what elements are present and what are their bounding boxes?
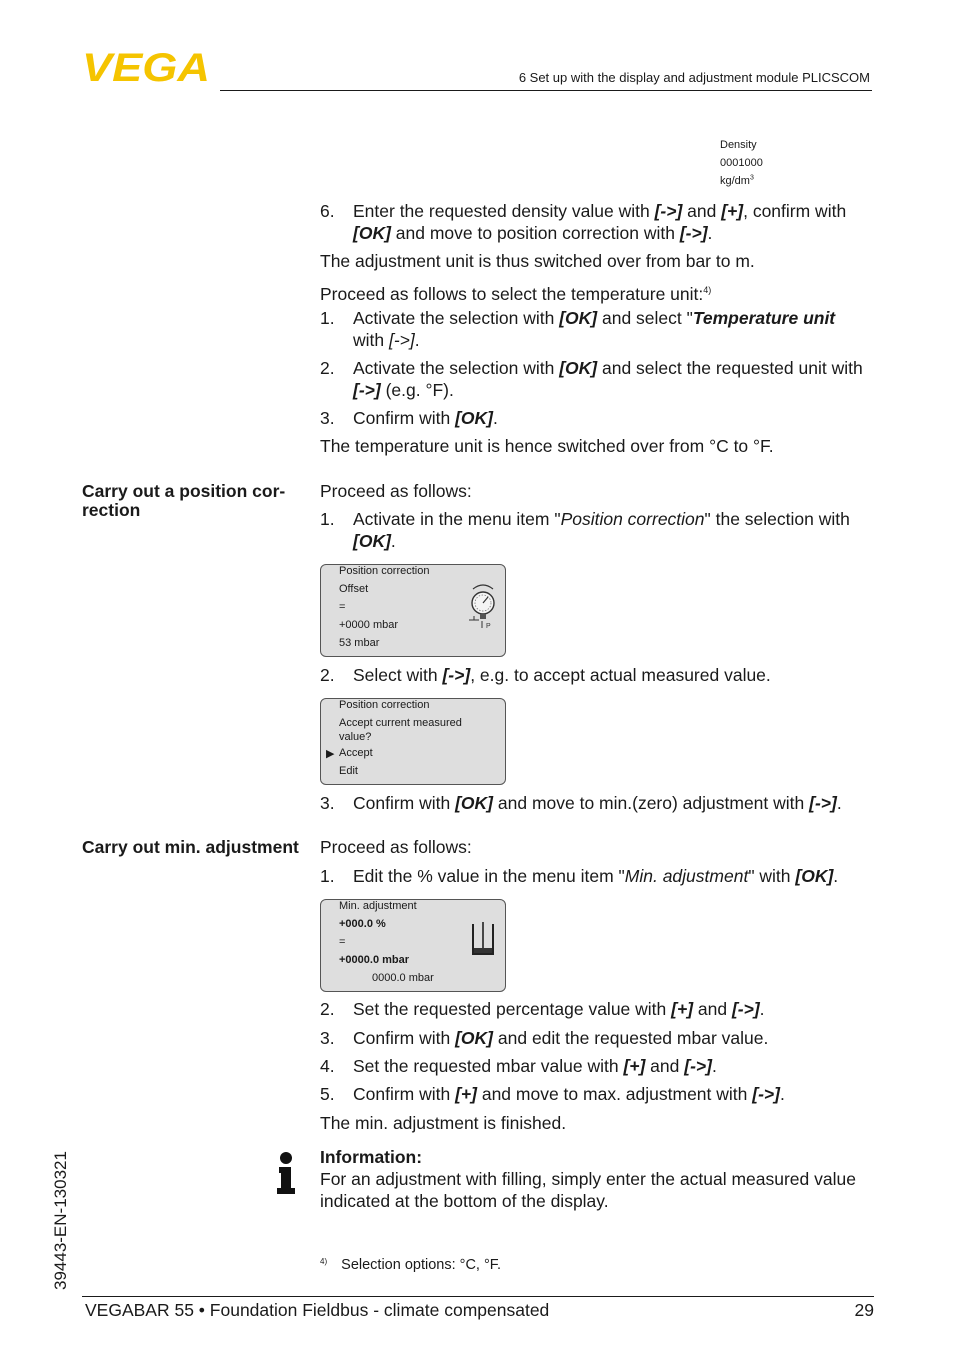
density-unit: $kg/dm^3$	[720, 174, 754, 187]
pos-step-2: 2. Select with [->], e.g. to accept actual measured value.	[320, 665, 771, 685]
pressure-gauge-icon	[465, 583, 497, 631]
min-step-1: 1. Edit the % value in the menu item "Min. adjustment" with [OK].	[320, 866, 839, 886]
pos-intro: Proceed as follows:	[320, 481, 472, 501]
info-line-2: indicated at the bottom of the display.	[320, 1191, 609, 1211]
footer-title: VEGABAR 55 • Foundation Fieldbus - climate compensated	[85, 1300, 550, 1320]
header-section-title: 6 Set up with the display and adjustment module PLICSCOM	[518, 70, 870, 85]
section-heading-position-correction: Carry out a position cor- rection	[82, 481, 286, 520]
lcd-accept-value: Position correction Accept current measured value? ▶ Accept Edit	[320, 698, 506, 785]
footnote: $^{4)}$ Selection options: °C, °F.	[320, 1257, 502, 1273]
pos-step-3: 3. Confirm with [OK] and move to min.(zero) adjustment with [->].	[320, 793, 842, 813]
section-heading-min-adjustment: Carry out min. adjustment	[82, 837, 299, 857]
density-label: Density	[720, 139, 757, 151]
information-icon	[276, 1152, 296, 1194]
temp-steps: 1. Activate the selection with [OK] and select "Temperature unit with [->]. 2. Activate the selection with [OK] and select the requested unit with [->] (e.g. °F). 3. Confirm with [OK].	[320, 308, 863, 428]
min-steps-2-5: 2. Set the requested percentage value with [+] and [->]. 3. Confirm with [OK] and edit the requested mbar value. 4. Set the requested mbar value with [+] and [->]. 5. Confirm with [+] and move to max. adjustment with [->].	[320, 999, 785, 1104]
svg-text:VEGA: VEGA	[82, 50, 210, 84]
density-value: 0001000	[720, 157, 763, 169]
cursor-arrow-icon: ▶	[326, 748, 335, 760]
density-display	[720, 136, 763, 190]
min-intro: Proceed as follows:	[320, 837, 472, 857]
vega-logo	[82, 50, 212, 84]
footer-rule	[82, 1296, 874, 1297]
info-block	[320, 1146, 880, 1212]
lcd-position-offset: Position correction Offset = +0000 mbar 53 mbar P	[320, 564, 506, 657]
tank-level-icon	[467, 920, 497, 960]
step-number: 6.	[320, 201, 335, 221]
para-temp: Proceed as follows to select the temperature unit:$^{4)}$	[320, 283, 712, 304]
para-unit: The adjustment unit is thus switched over from bar to m.	[320, 251, 755, 271]
step-6: 6. Enter the requested density value with [->] and [+], confirm with [OK] and move to position correction with [->].	[320, 201, 847, 243]
min-done: The min. adjustment is finished.	[320, 1113, 567, 1133]
info-title: Information:	[320, 1147, 423, 1167]
header-rule	[220, 90, 872, 91]
svg-text:P: P	[486, 623, 491, 630]
para-temp-done: The temperature unit is hence switched over from °C to °F.	[320, 436, 774, 456]
menu-option-accept: Accept	[339, 747, 373, 759]
info-line-1: For an adjustment with filling, simply enter the actual measured value	[320, 1169, 856, 1189]
lcd-min-adjustment: Min. adjustment +000.0 % = +0000.0 mbar 0000.0 mbar	[320, 899, 506, 992]
pos-step-1: 1. Activate in the menu item "Position correction" the selection with [OK].	[320, 509, 850, 551]
page-number: 29	[854, 1300, 874, 1320]
document-id: 39443-EN-130321	[51, 1151, 70, 1290]
menu-option-edit: Edit	[339, 765, 358, 777]
